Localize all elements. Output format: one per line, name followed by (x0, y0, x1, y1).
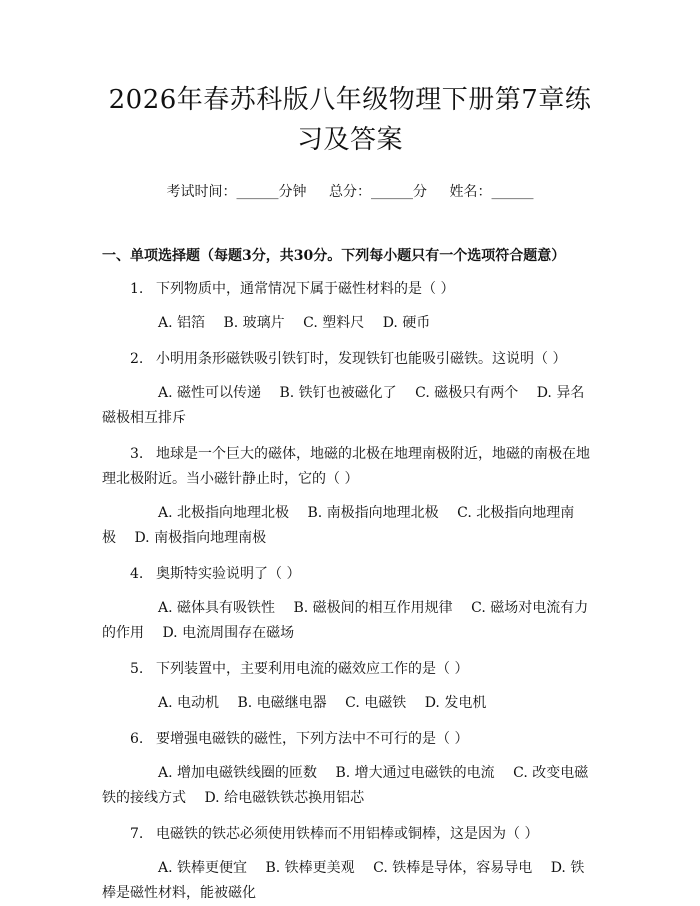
question-2-options (102, 381, 598, 431)
question-1 (102, 277, 598, 302)
question-number: 1. (130, 281, 144, 297)
exam-score: 总分：______分 (329, 184, 427, 200)
option-d: D. 异名磁极相互排斥 (102, 385, 585, 426)
option-a: A. 电动机 (158, 695, 220, 711)
option-a: A. 北极指向地理北极 (158, 505, 290, 521)
option-c: C. 电磁铁 (345, 695, 407, 711)
question-text: 小明用条形磁铁吸引铁钉时，发现铁钉也能吸引磁铁。这说明（ ） (156, 351, 567, 367)
option-d: D. 发电机 (424, 695, 487, 711)
option-c: C. 北极指向地理南极 (102, 505, 575, 546)
option-a: A. 磁性可以传递 (158, 385, 262, 401)
exam-time: 考试时间：______分钟 (166, 184, 307, 200)
question-number: 6. (130, 731, 144, 747)
question-text: 电磁铁的铁芯必须使用铁棒而不用铝棒或铜棒，这是因为（ ） (156, 826, 539, 842)
document-title: 2026年春苏科版八年级物理下册第7章练习及答案 (108, 85, 592, 155)
question-text: 下列装置中，主要利用电流的磁效应工作的是（ ） (156, 661, 469, 677)
option-c: C. 磁场对电流有力的作用 (102, 600, 589, 641)
question-2 (102, 347, 598, 372)
question-number: 5. (130, 661, 144, 677)
option-a: A. 磁体具有吸铁性 (158, 600, 276, 616)
question-text: 下列物质中，通常情况下属于磁性材料的是（ ） (156, 281, 455, 297)
option-a: A. 增加电磁铁线圈的匝数 (158, 765, 318, 781)
exam-name: 姓名：______ (449, 184, 534, 200)
option-a: A. 铁棒更便宜 (158, 860, 248, 876)
question-number: 3. (130, 446, 144, 462)
option-d: D. 南极指向地理南极 (134, 530, 267, 546)
option-b: B. 玻璃片 (223, 315, 285, 331)
option-b: B. 磁极间的相互作用规律 (293, 600, 453, 616)
option-d: D. 给电磁铁铁芯换用铝芯 (204, 790, 365, 806)
question-number: 7. (130, 826, 144, 842)
question-text: 奥斯特实验说明了（ ） (156, 566, 301, 582)
option-d: D. 硬币 (382, 315, 431, 331)
question-3 (102, 442, 598, 492)
question-7-options (102, 856, 598, 906)
option-b: B. 电磁继电器 (237, 695, 327, 711)
option-c: C. 铁棒是导体，容易导电 (373, 860, 533, 876)
option-b: B. 增大通过电磁铁的电流 (335, 765, 495, 781)
option-c: C. 塑料尺 (303, 315, 365, 331)
section-title: 一、单项选择题（每题3分，共30分。下列每小题只有一个选项符合题意） (102, 248, 566, 264)
option-d: D. 电流周围存在磁场 (162, 625, 295, 641)
question-number: 2. (130, 351, 144, 367)
question-5 (102, 657, 598, 682)
question-list (102, 277, 598, 906)
question-1-options (102, 311, 598, 336)
option-b: B. 铁棒更美观 (265, 860, 355, 876)
question-4 (102, 562, 598, 587)
option-d: D. 铁棒是磁性材料，能被磁化 (102, 860, 585, 901)
question-number: 4. (130, 566, 144, 582)
option-c: C. 改变电磁铁的接线方式 (102, 765, 589, 806)
question-5-options (102, 691, 598, 716)
option-c: C. 磁极只有两个 (415, 385, 519, 401)
question-text: 地球是一个巨大的磁体，地磁的北极在地理南极附近，地磁的南极在地理北极附近。当小磁针静止时，它的（ ） (102, 446, 590, 487)
option-b: B. 南极指向地理北极 (307, 505, 439, 521)
question-3-options (102, 501, 598, 551)
question-6 (102, 727, 598, 752)
question-text: 要增强电磁铁的磁性，下列方法中不可行的是（ ） (156, 731, 469, 747)
option-b: B. 铁钉也被磁化了 (279, 385, 397, 401)
exam-info (102, 182, 598, 202)
question-4-options (102, 596, 598, 646)
option-a: A. 铝箔 (158, 315, 206, 331)
question-6-options (102, 761, 598, 811)
question-7 (102, 822, 598, 847)
